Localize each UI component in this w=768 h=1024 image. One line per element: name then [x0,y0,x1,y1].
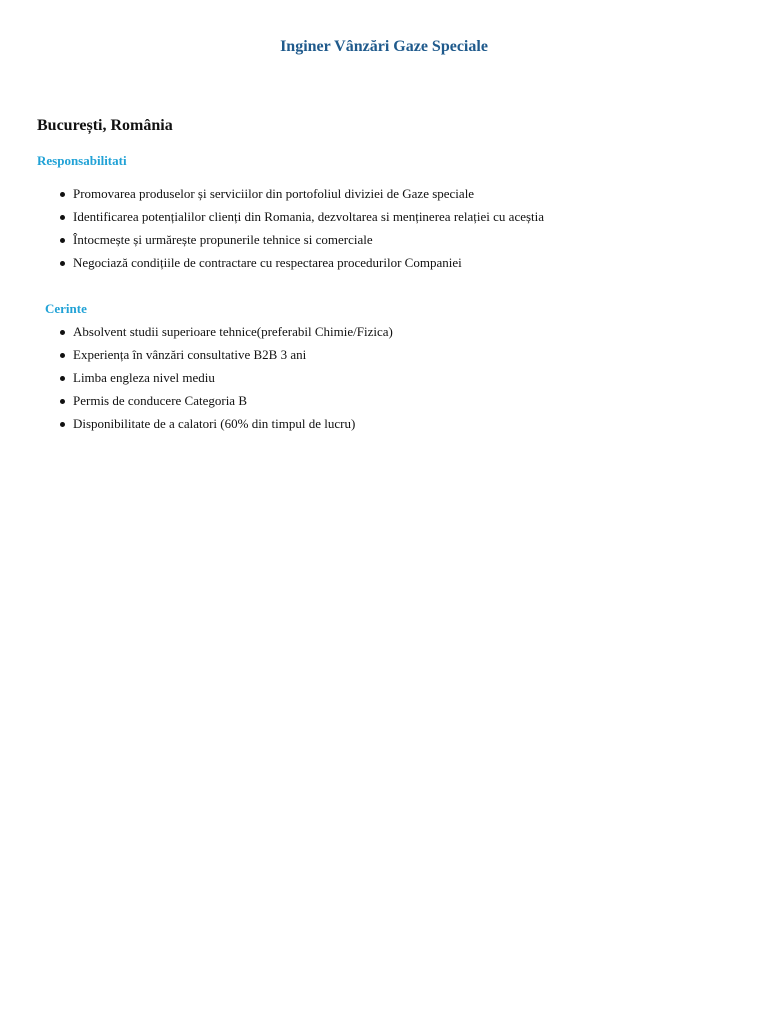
bullet-icon [60,353,65,358]
page-title: Inginer Vânzări Gaze Speciale [280,38,488,55]
bullet-icon [60,215,65,220]
list-item-text: Experiența în vânzări consultative B2B 3 ani [73,347,307,362]
list-item [57,416,393,432]
bullet-icon [60,399,65,404]
list-item-text: Disponibilitate de a calatori (60% din timpul de lucru) [73,416,356,431]
bullet-icon [60,192,65,197]
list-item [57,255,544,271]
list-item-text: Permis de conducere Categoria B [73,393,247,408]
list-item-text: Promovarea produselor și serviciilor din portofoliul diviziei de Gaze speciale [73,186,475,201]
bullet-icon [60,376,65,381]
list-item [57,324,393,340]
bullet-icon [60,422,65,427]
requirements-heading: Cerinte [45,301,87,316]
requirements-list [57,324,393,439]
job-location: București, România [37,117,173,134]
bullet-icon [60,330,65,335]
list-item-text: Identificarea potențialilor clienți din Romania, dezvoltarea si menținerea relației cu aceștia [73,209,545,224]
responsibilities-list [57,186,544,278]
bullet-icon [60,261,65,266]
list-item-text: Negociază condițiile de contractare cu respectarea procedurilor Companiei [73,255,462,270]
list-item-text: Limba engleza nivel mediu [73,370,215,385]
list-item-text: Întocmește și urmărește propunerile tehnice si comerciale [73,232,373,247]
list-item [57,186,544,202]
list-item [57,209,544,225]
list-item [57,370,393,386]
bullet-icon [60,238,65,243]
list-item [57,347,393,363]
list-item [57,232,544,248]
list-item-text: Absolvent studii superioare tehnice(preferabil Chimie/Fizica) [73,324,393,339]
responsibilities-heading: Responsabilitati [37,153,127,168]
list-item [57,393,393,409]
